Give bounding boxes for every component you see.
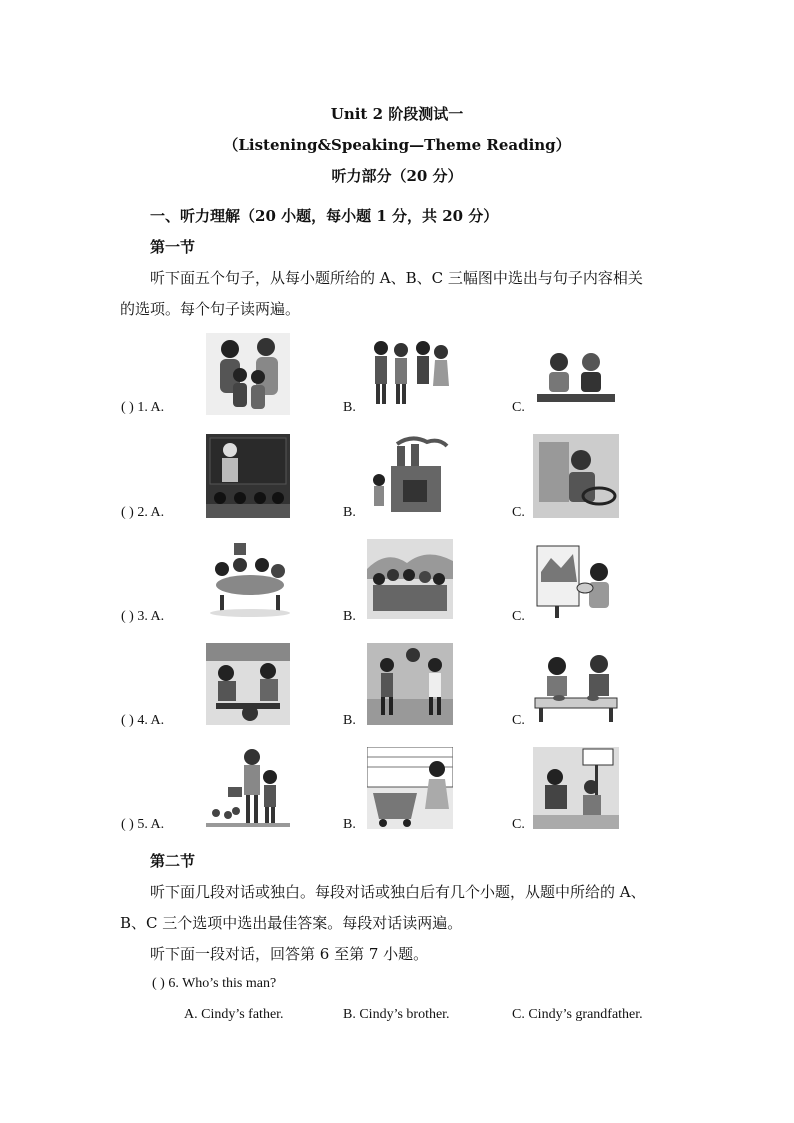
- instruction-2-line-1: 听下面几段对话或独白。每段对话或独白后有几个小题，从题中所给的 A、: [150, 883, 646, 901]
- q5-picture-c[interactable]: [533, 747, 619, 829]
- question-1-label: ( ) 1. A.: [121, 400, 165, 415]
- question-6-option-c[interactable]: C. Cindy’s grandfather.: [512, 1007, 643, 1022]
- bus-driver-icon: [533, 434, 619, 518]
- instruction-2-line-2: B、C 三个选项中选出最佳答案。每段对话读两遍。: [120, 914, 463, 932]
- crowd-outdoors-icon: [367, 539, 453, 619]
- children-group-icon: [367, 336, 453, 410]
- q2-picture-c[interactable]: [533, 434, 619, 518]
- question-2-option-c: C.: [512, 505, 525, 520]
- subsection-2-title: 第二节: [150, 852, 196, 870]
- q4-picture-a[interactable]: [206, 643, 290, 725]
- girl-with-cart-icon: [367, 747, 453, 829]
- question-1-option-c: C.: [512, 400, 525, 415]
- q3-picture-b[interactable]: [367, 539, 453, 619]
- q2-picture-a[interactable]: [206, 434, 290, 518]
- girl-painting-icon: [533, 542, 619, 620]
- instruction-1-line-2: 的选项。每个句子读两遍。: [120, 300, 301, 318]
- q1-picture-b[interactable]: [367, 336, 453, 410]
- q3-picture-a[interactable]: [206, 539, 292, 619]
- q2-picture-b[interactable]: [367, 434, 453, 518]
- question-3-label: ( ) 3. A.: [121, 609, 165, 624]
- kids-cooking-icon: [206, 643, 290, 725]
- question-3-option-b: B.: [343, 609, 356, 624]
- question-6-option-b[interactable]: B. Cindy’s brother.: [343, 1007, 450, 1022]
- q5-picture-b[interactable]: [367, 747, 453, 829]
- section-title: 听力部分（20 分）: [331, 167, 463, 185]
- question-2-option-b: B.: [343, 505, 356, 520]
- page-title: Unit 2 阶段测试一: [330, 105, 464, 123]
- teacher-classroom-icon: [206, 434, 290, 518]
- basketball-court-icon: [533, 747, 619, 829]
- question-5-label: ( ) 5. A.: [121, 817, 165, 832]
- kids-on-bench-icon: [533, 350, 619, 410]
- q4-picture-c[interactable]: [533, 652, 619, 724]
- instruction-1-line-1: 听下面五个句子，从每小题所给的 A、B、C 三幅图中选出与句子内容相关: [150, 269, 643, 287]
- q3-picture-c[interactable]: [533, 542, 619, 620]
- q1-picture-a[interactable]: [206, 333, 290, 415]
- question-4-label: ( ) 4. A.: [121, 713, 165, 728]
- part-heading: 一、听力理解（20 小题，每小题 1 分，共 20 分）: [150, 207, 499, 225]
- question-2-label: ( ) 2. A.: [121, 505, 165, 520]
- question-5-option-b: B.: [343, 817, 356, 832]
- q1-picture-c[interactable]: [533, 350, 619, 410]
- question-4-option-c: C.: [512, 713, 525, 728]
- instruction-3: 听下面一段对话，回答第 6 至第 7 小题。: [150, 945, 429, 963]
- question-1-option-b: B.: [343, 400, 356, 415]
- question-6-option-a[interactable]: A. Cindy’s father.: [184, 1007, 284, 1022]
- question-6-stem: ( ) 6. Who’s this man?: [152, 976, 277, 991]
- subsection-1-title: 第一节: [150, 238, 196, 256]
- family-dinner-icon: [206, 539, 292, 619]
- kids-at-table-icon: [533, 652, 619, 724]
- q4-picture-b[interactable]: [367, 643, 453, 725]
- question-5-option-c: C.: [512, 817, 525, 832]
- q5-picture-a[interactable]: [206, 747, 290, 829]
- factory-worker-icon: [367, 434, 453, 518]
- page-subtitle: （Listening&Speaking—Theme Reading）: [223, 136, 571, 154]
- question-4-option-b: B.: [343, 713, 356, 728]
- question-3-option-c: C.: [512, 609, 525, 624]
- family-photo-icon: [206, 333, 290, 415]
- watering-flowers-icon: [206, 747, 290, 829]
- basketball-players-icon: [367, 643, 453, 725]
